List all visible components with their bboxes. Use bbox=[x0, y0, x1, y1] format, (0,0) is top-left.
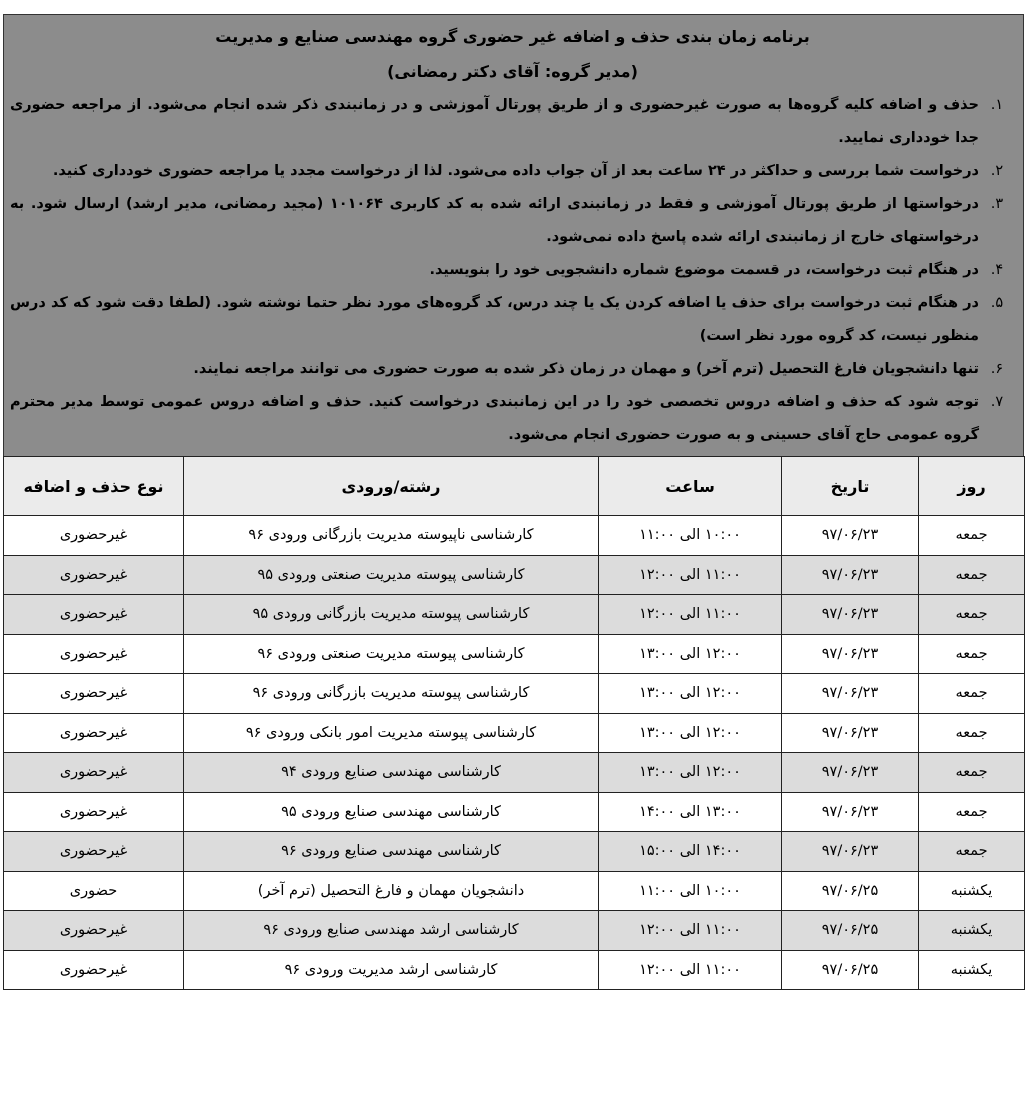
table-row bbox=[4, 832, 1025, 872]
table-row bbox=[4, 555, 1025, 595]
rule-text: درخواست شما بررسی و حداکثر در ۲۴ ساعت بعد از آن جواب داده می‌شود. لذا از درخواست مجدد یا مراجعه حضوری خودداری کنید. bbox=[52, 163, 979, 179]
rule-item bbox=[10, 386, 1015, 452]
cell-day: جمعه bbox=[919, 832, 1025, 872]
rule-number: ۵. bbox=[990, 295, 1004, 311]
cell-major: کارشناسی ارشد مهندسی صنایع ورودی ۹۶ bbox=[184, 911, 599, 951]
rule-text: در هنگام ثبت درخواست، در قسمت موضوع شماره دانشجویی خود را بنویسید. bbox=[429, 262, 979, 278]
table-row bbox=[4, 753, 1025, 793]
cell-major: کارشناسی پیوسته مدیریت امور بانکی ورودی ۹۶ bbox=[184, 713, 599, 753]
cell-time: ۱۲:۰۰ الی ۱۳:۰۰ bbox=[599, 634, 782, 674]
rule-item bbox=[10, 188, 1015, 254]
cell-time: ۱۲:۰۰ الی ۱۳:۰۰ bbox=[599, 674, 782, 714]
header-time: ساعت bbox=[599, 457, 782, 516]
cell-date: ۹۷/۰۶/۲۳ bbox=[782, 634, 919, 674]
cell-time: ۱۰:۰۰ الی ۱۱:۰۰ bbox=[599, 516, 782, 556]
rules-list bbox=[10, 89, 1015, 452]
table-row bbox=[4, 713, 1025, 753]
rule-text: تنها دانشجویان فارغ التحصیل (ترم آخر) و مهمان در زمان ذکر شده به صورت حضوری می توانند مراجعه نمایند. bbox=[193, 361, 979, 377]
table-row bbox=[4, 634, 1025, 674]
cell-date: ۹۷/۰۶/۲۵ bbox=[782, 871, 919, 911]
cell-major: کارشناسی مهندسی صنایع ورودی ۹۶ bbox=[184, 832, 599, 872]
rule-number: ۶. bbox=[990, 361, 1004, 377]
cell-time: ۱۱:۰۰ الی ۱۲:۰۰ bbox=[599, 950, 782, 990]
rule-item bbox=[10, 353, 1015, 386]
rule-text: درخواستها از طریق پورتال آموزشی و فقط در زمانبندی ارائه شده به کد کاربری ۱۰۱۰۶۴ (مجید رمضانی، مدیر ارشد) ارسال شود. به درخواستهای خارج از زمانبندی ارائه شده پاسخ داده نمی‌شود. bbox=[10, 196, 979, 245]
cell-time: ۱۱:۰۰ الی ۱۲:۰۰ bbox=[599, 555, 782, 595]
document-title: برنامه زمان بندی حذف و اضافه غیر حضوری گروه مهندسی صنایع و مدیریت bbox=[215, 27, 810, 46]
cell-type: غیرحضوری bbox=[4, 713, 184, 753]
cell-type: غیرحضوری bbox=[4, 674, 184, 714]
cell-type: غیرحضوری bbox=[4, 516, 184, 556]
header-date: تاریخ bbox=[782, 457, 919, 516]
rule-number: ۱. bbox=[990, 97, 1004, 113]
cell-day: جمعه bbox=[919, 753, 1025, 793]
table-row bbox=[4, 674, 1025, 714]
cell-type: غیرحضوری bbox=[4, 911, 184, 951]
cell-major: کارشناسی پیوسته مدیریت صنعتی ورودی ۹۶ bbox=[184, 634, 599, 674]
cell-type: غیرحضوری bbox=[4, 555, 184, 595]
cell-time: ۱۴:۰۰ الی ۱۵:۰۰ bbox=[599, 832, 782, 872]
cell-date: ۹۷/۰۶/۲۳ bbox=[782, 713, 919, 753]
cell-time: ۱۲:۰۰ الی ۱۳:۰۰ bbox=[599, 713, 782, 753]
cell-time: ۱۲:۰۰ الی ۱۳:۰۰ bbox=[599, 753, 782, 793]
cell-day: یکشنبه bbox=[919, 911, 1025, 951]
cell-date: ۹۷/۰۶/۲۳ bbox=[782, 555, 919, 595]
cell-day: جمعه bbox=[919, 792, 1025, 832]
cell-major: کارشناسی مهندسی صنایع ورودی ۹۴ bbox=[184, 753, 599, 793]
cell-date: ۹۷/۰۶/۲۳ bbox=[782, 595, 919, 635]
cell-time: ۱۱:۰۰ الی ۱۲:۰۰ bbox=[599, 911, 782, 951]
cell-date: ۹۷/۰۶/۲۳ bbox=[782, 516, 919, 556]
cell-time: ۱۰:۰۰ الی ۱۱:۰۰ bbox=[599, 871, 782, 911]
document-subtitle: (مدیر گروه: آقای دکتر رمضانی) bbox=[387, 62, 638, 81]
cell-date: ۹۷/۰۶/۲۳ bbox=[782, 832, 919, 872]
cell-major: کارشناسی مهندسی صنایع ورودی ۹۵ bbox=[184, 792, 599, 832]
rule-number: ۳. bbox=[990, 196, 1004, 212]
table-row bbox=[4, 595, 1025, 635]
table-row bbox=[4, 792, 1025, 832]
cell-type: غیرحضوری bbox=[4, 634, 184, 674]
cell-day: جمعه bbox=[919, 713, 1025, 753]
table-row bbox=[4, 950, 1025, 990]
cell-type: غیرحضوری bbox=[4, 950, 184, 990]
cell-major: کارشناسی پیوسته مدیریت بازرگانی ورودی ۹۵ bbox=[184, 595, 599, 635]
cell-day: جمعه bbox=[919, 595, 1025, 635]
cell-day: جمعه bbox=[919, 634, 1025, 674]
cell-day: جمعه bbox=[919, 516, 1025, 556]
cell-type: غیرحضوری bbox=[4, 792, 184, 832]
rule-number: ۷. bbox=[990, 394, 1004, 410]
cell-day: جمعه bbox=[919, 555, 1025, 595]
cell-day: جمعه bbox=[919, 674, 1025, 714]
table-header-row bbox=[4, 457, 1025, 516]
cell-type: حضوری bbox=[4, 871, 184, 911]
cell-day: یکشنبه bbox=[919, 871, 1025, 911]
cell-date: ۹۷/۰۶/۲۵ bbox=[782, 950, 919, 990]
cell-time: ۱۳:۰۰ الی ۱۴:۰۰ bbox=[599, 792, 782, 832]
cell-type: غیرحضوری bbox=[4, 595, 184, 635]
cell-major: کارشناسی پیوسته مدیریت صنعتی ورودی ۹۵ bbox=[184, 555, 599, 595]
rule-text: توجه شود که حذف و اضافه دروس تخصصی خود را در این زمانبندی درخواست کنید. حذف و اضافه دروس عمومی توسط مدیر محترم گروه عمومی حاج آقای حسینی و به صورت حضوری انجام می‌شود. bbox=[10, 394, 979, 443]
rule-number: ۲. bbox=[990, 163, 1004, 179]
header-major: رشته/ورودی bbox=[184, 457, 599, 516]
table-row bbox=[4, 516, 1025, 556]
rule-text: در هنگام ثبت درخواست برای حذف یا اضافه کردن یک یا چند درس، کد گروه‌های مورد نظر حتما نوشته شود. (لطفا دقت شود که کد درس منظور نیست، کد گروه مورد نظر است) bbox=[10, 295, 979, 344]
cell-day: یکشنبه bbox=[919, 950, 1025, 990]
rule-item bbox=[10, 254, 1015, 287]
cell-major: کارشناسی ناپیوسته مدیریت بازرگانی ورودی ۹۶ bbox=[184, 516, 599, 556]
rule-item bbox=[10, 155, 1015, 188]
header-type: نوع حذف و اضافه bbox=[4, 457, 184, 516]
header-day: روز bbox=[919, 457, 1025, 516]
rule-item bbox=[10, 287, 1015, 353]
cell-date: ۹۷/۰۶/۲۳ bbox=[782, 753, 919, 793]
table-row bbox=[4, 911, 1025, 951]
cell-date: ۹۷/۰۶/۲۵ bbox=[782, 911, 919, 951]
notice-box bbox=[3, 14, 1024, 456]
cell-date: ۹۷/۰۶/۲۳ bbox=[782, 792, 919, 832]
table-row bbox=[4, 871, 1025, 911]
cell-major: دانشجویان مهمان و فارغ التحصیل (ترم آخر) bbox=[184, 871, 599, 911]
rule-number: ۴. bbox=[990, 262, 1004, 278]
cell-type: غیرحضوری bbox=[4, 753, 184, 793]
cell-major: کارشناسی پیوسته مدیریت بازرگانی ورودی ۹۶ bbox=[184, 674, 599, 714]
cell-time: ۱۱:۰۰ الی ۱۲:۰۰ bbox=[599, 595, 782, 635]
schedule-table bbox=[3, 456, 1025, 990]
cell-date: ۹۷/۰۶/۲۳ bbox=[782, 674, 919, 714]
cell-type: غیرحضوری bbox=[4, 832, 184, 872]
cell-major: کارشناسی ارشد مدیریت ورودی ۹۶ bbox=[184, 950, 599, 990]
schedule-document bbox=[3, 14, 1024, 990]
rule-item bbox=[10, 89, 1015, 155]
rule-text: حذف و اضافه کلیه گروه‌ها به صورت غیرحضوری و از طریق پورتال آموزشی و در زمانبندی ذکر شده انجام می‌شود. از مراجعه حضوری جدا خودداری نمایید. bbox=[10, 97, 979, 146]
